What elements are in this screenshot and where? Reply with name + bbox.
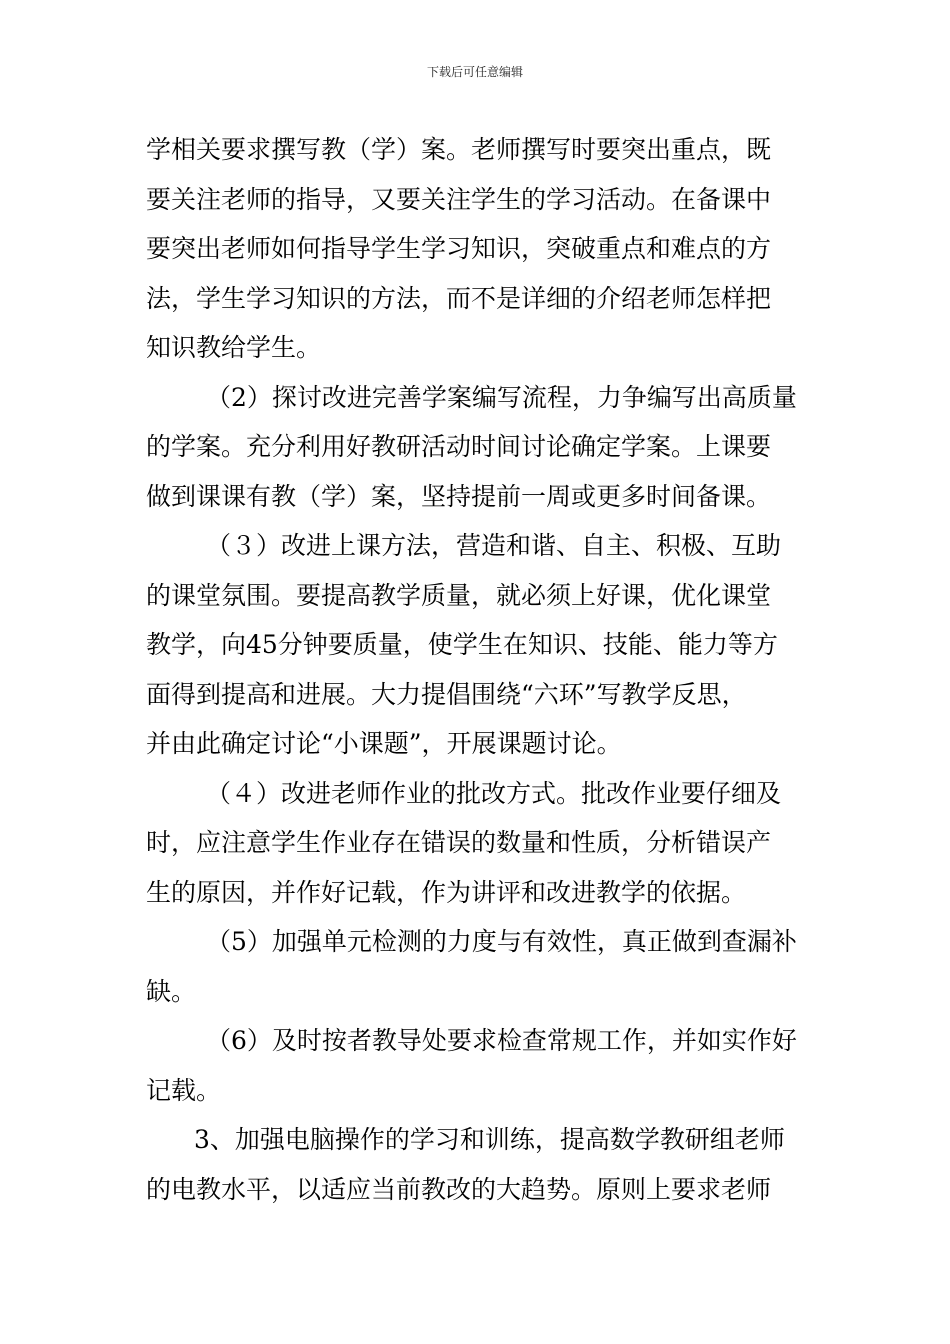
text-line: （6）及时按者教导处要求检查常规工作，并如实作好 [206,1026,797,1055]
paragraph-2 [146,378,808,527]
text-line: 缺。 [146,976,197,1006]
text-line: 的学案。充分利用好教研活动时间讨论确定学案。上课要 [146,432,772,461]
text-line: 时，应注意学生作业存在错误的数量和性质，分析错误产 [146,828,772,857]
paragraph-3 [146,526,808,774]
text-line: （2）探讨改进完善学案编写流程，力争编写出高质量 [206,382,797,412]
text-line: 面得到提高和进展。大力提倡围绕“六环”写教学反思， [146,679,747,709]
text-line: 知识教给学生。 [146,333,322,362]
text-line: 记载。 [146,1075,222,1105]
paragraph-5 [146,922,808,1021]
page-header: 下载后可任意编辑 [426,65,523,79]
text-line: 的课堂氛围。要提高教学质量，就必须上好课，优化课堂 [146,580,772,610]
text-line: 的电教水平，以适应当前教改的大趋势。原则上要求老师 [146,1174,772,1204]
text-line: （３）改进上课方法，营造和谐、自主、积极、互助 [206,531,782,560]
text-line: 生的原因，并作好记载，作为讲评和改进教学的依据。 [146,877,747,907]
text-line: （４）改进老师作业的批改方式。批改作业要仔细及 [206,778,782,808]
paragraph-6 [146,1021,808,1120]
text-line: 教学，向45分钟要质量，使学生在知识、技能、能力等方 [146,630,778,659]
document-body [146,130,808,1219]
text-line: 学相关要求撰写教（学）案。老师撰写时要突出重点，既 [146,135,772,164]
paragraph-4 [146,774,808,923]
text-line: （5）加强单元检测的力度与有效性，真正做到查漏补 [206,927,797,956]
text-line: 要关注老师的指导，又要关注学生的学习活动。在备课中 [146,184,772,214]
text-line: 3、加强电脑操作的学习和训练，提高数学教研组老师 [194,1125,785,1154]
text-line: 并由此确定讨论“小课题”，开展课题讨论。 [146,729,622,758]
paragraph-1 [146,130,808,378]
text-line: 法，学生学习知识的方法，而不是详细的介绍老师怎样把 [146,283,772,313]
paragraph-7 [146,1120,808,1219]
text-line: 要突出老师如何指导学生学习知识，突破重点和难点的方 [146,234,772,263]
text-line: 做到课课有教（学）案，坚持提前一周或更多时间备课。 [146,481,772,511]
